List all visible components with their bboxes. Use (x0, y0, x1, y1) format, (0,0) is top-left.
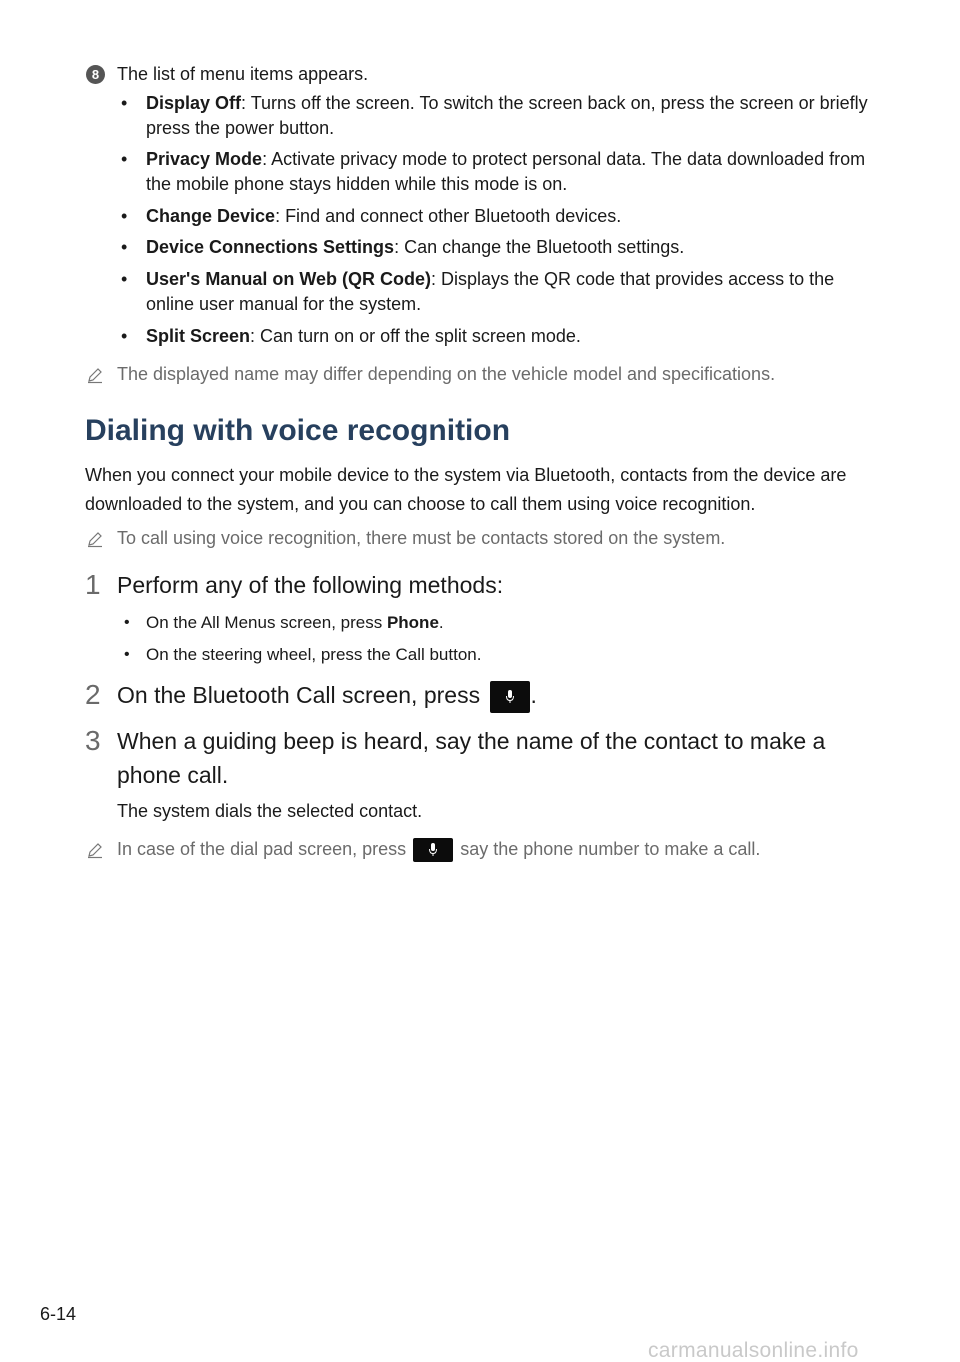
step-1-text: Perform any of the following methods: (117, 572, 504, 598)
section-title: Dialing with voice recognition (85, 414, 511, 447)
bullet-icon: • (121, 93, 128, 113)
list-item: User's Manual on Web (QR Code): Displays the QR code that provides access to the online user manual for the system. (146, 269, 835, 314)
note-vehicle-model: The displayed name may differ depending on the vehicle model and specifications. (117, 364, 776, 384)
bullet-icon: • (121, 269, 128, 289)
intro-text: The list of menu items appears. (117, 64, 369, 84)
bullet-icon: • (124, 614, 130, 631)
list-item: Privacy Mode: Activate privacy mode to protect personal data. The data downloaded from the mobile phone stays hidden while this mode is on. (146, 149, 866, 194)
step-3-text: When a guiding beep is heard, say the name of the contact to make a phone call. (117, 728, 826, 788)
bullet-icon: • (121, 206, 128, 226)
step-3-number: 3 (85, 725, 101, 756)
bullet-icon: • (121, 237, 128, 257)
step-marker-8: 8 (86, 65, 105, 84)
step-2-number: 2 (85, 679, 101, 710)
pencil-note-icon (86, 366, 104, 384)
step-1-option-2: On the steering wheel, press the Call button. (146, 645, 482, 664)
step-1-option-1: On the All Menus screen, press Phone. (146, 613, 444, 632)
step-2-text: On the Bluetooth Call screen, press . (117, 678, 877, 713)
microphone-icon (413, 838, 453, 862)
list-item: Display Off: Turns off the screen. To switch the screen back on, press the screen or briefly press the power button. (146, 93, 868, 138)
list-item: Device Connections Settings: Can change the Bluetooth settings. (146, 237, 685, 257)
note-contacts: To call using voice recognition, there must be contacts stored on the system. (117, 528, 726, 548)
section-intro: When you connect your mobile device to the system via Bluetooth, contacts from the device are downloaded to the system, and you can choose to call them using voice recognition. (85, 465, 847, 514)
list-item: Change Device: Find and connect other Bluetooth devices. (146, 206, 622, 226)
bullet-icon: • (124, 646, 130, 663)
step-3-result: The system dials the selected contact. (117, 801, 423, 821)
step-1-number: 1 (85, 569, 101, 600)
watermark: carmanualsonline.info (648, 1339, 859, 1362)
note-dial-pad: In case of the dial pad screen, press say the phone number to make a call. (117, 837, 760, 862)
pencil-note-icon (86, 530, 104, 548)
list-item: Split Screen: Can turn on or off the split screen mode. (146, 326, 581, 346)
pencil-note-icon (86, 841, 104, 859)
bullet-icon: • (121, 149, 128, 169)
microphone-icon (490, 681, 530, 713)
bullet-icon: • (121, 326, 128, 346)
page-number: 6-14 (40, 1304, 77, 1324)
